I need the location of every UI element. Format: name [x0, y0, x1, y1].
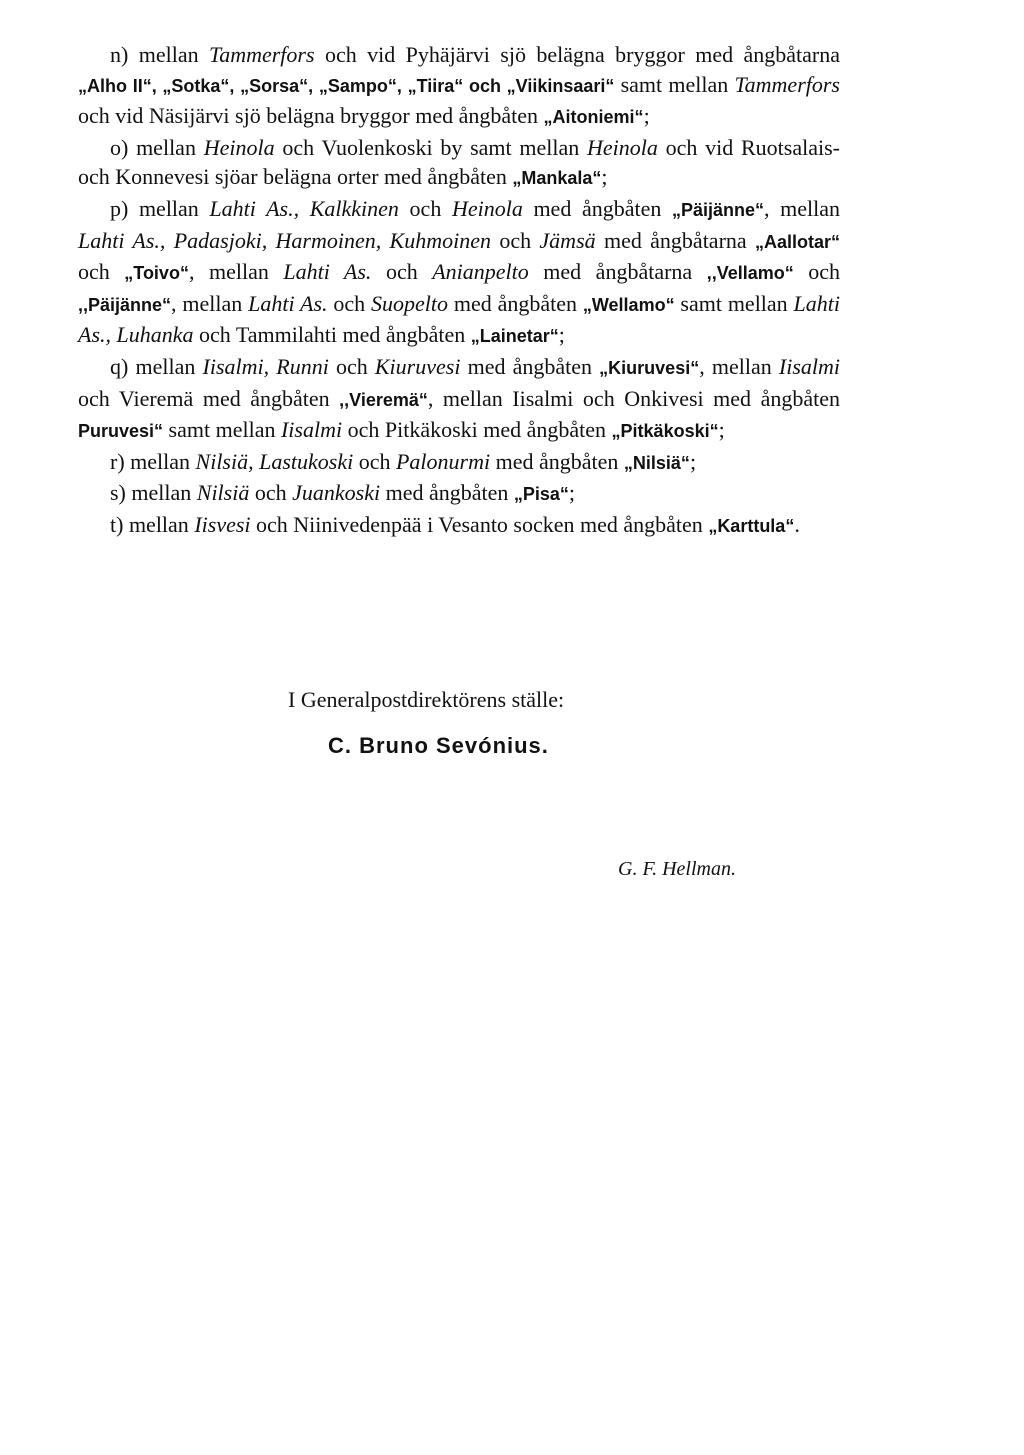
text-run: och vid Ruotsalais- och Konnevesi sjöar belägna orter med ångbåten — [78, 134, 841, 190]
text-run: och — [398, 195, 452, 221]
text-run: och — [249, 480, 293, 506]
place-name: Iisalmi — [280, 417, 343, 443]
text-run: q) mellan — [110, 353, 203, 379]
text-run: med ångbåtarna — [528, 259, 707, 285]
text-run: ; — [643, 103, 650, 129]
vessel-name: „Alho II“, „Sotka“, „Sorsa“, „Sampo“, „Tiira“ och „Viikinsaari“ — [78, 75, 615, 96]
item-q — [78, 352, 840, 447]
signature-intro: I Generalpostdirektörens ställe: — [288, 687, 565, 712]
place-name: Juankoski — [292, 480, 381, 506]
vessel-name: „Aitoniemi“ — [543, 107, 644, 128]
text-run: och Pitkäkoski med ångbåten — [342, 417, 612, 443]
vessel-name: Puruvesi“ — [78, 421, 164, 442]
vessel-name: „Toivo“ — [124, 263, 189, 284]
text-run: med ångbåtarna — [595, 227, 755, 253]
vessel-name: „Pisa“ — [513, 484, 569, 505]
text-run: ; — [558, 322, 565, 348]
text-run: med ångbåten — [448, 290, 583, 316]
vessel-name: „Lainetar“ — [470, 326, 559, 347]
place-name: Nilsiä — [196, 480, 250, 506]
text-run: , mellan — [764, 195, 840, 221]
text-run: o) mellan — [110, 134, 204, 160]
text-run: och — [353, 448, 396, 474]
vessel-name: „Aallotar“ — [754, 231, 841, 252]
place-name: Lahti As., Luhanka — [78, 290, 841, 348]
text-run: och Tammilahti med ångbåten — [193, 322, 471, 348]
place-name: Jämsä — [539, 227, 596, 253]
text-run: med ångbåten — [460, 353, 600, 379]
text-run: samt mellan — [674, 290, 794, 316]
text-run: och — [491, 227, 540, 253]
item-o — [78, 133, 840, 194]
place-name: Lahti As., Kalkkinen — [209, 195, 399, 221]
text-run: och — [793, 259, 841, 285]
place-name: Iisalmi, Runni — [202, 353, 329, 379]
text-run: och Vieremä med ångbåten — [78, 385, 340, 411]
signature-name: C. Bruno Sevónius. — [328, 733, 549, 758]
item-t — [78, 510, 840, 542]
place-name: Tammerfors — [208, 42, 315, 67]
place-name: Kiuruvesi — [374, 353, 461, 379]
text-run: med ångbåten — [490, 448, 624, 474]
item-s — [78, 478, 840, 510]
place-name: Lahti As. — [283, 259, 372, 285]
text-run: samt mellan — [163, 417, 281, 443]
place-name: Anianpelto — [432, 259, 529, 285]
countersignature: G. F. Hellman. — [618, 858, 736, 880]
document-body — [78, 40, 840, 542]
text-run: , mellan — [171, 290, 249, 316]
vessel-name: „Kiuruvesi“ — [599, 357, 700, 378]
text-run: ; — [601, 164, 608, 190]
text-run: med ångbåten — [380, 480, 514, 506]
place-name: Lahti As. — [248, 290, 328, 316]
place-name: Lahti As., Padasjoki, Harmoinen, Kuhmoinen — [78, 227, 491, 253]
item-r — [78, 447, 840, 479]
text-run: t) mellan — [110, 511, 195, 537]
vessel-name: ,,Vieremä“ — [339, 389, 428, 410]
vessel-name: „Wellamo“ — [582, 294, 675, 315]
text-run: , mellan Iisalmi och Onkivesi med ångbåten — [427, 385, 840, 411]
text-run: och — [328, 353, 375, 379]
vessel-name: „Päijänne“ — [671, 199, 764, 220]
text-run: n) mellan — [110, 42, 209, 67]
text-run: och — [327, 290, 372, 316]
place-name: Heinola — [587, 134, 658, 160]
text-run: och — [78, 259, 125, 285]
text-run: ; — [718, 417, 725, 443]
vessel-name: „Pitkäkoski“ — [611, 421, 719, 442]
vessel-name: ,,Päijänne“ — [78, 294, 172, 315]
text-run: med ångbåten — [522, 195, 672, 221]
text-run: , mellan — [699, 353, 779, 379]
place-name: Heinola — [451, 195, 523, 221]
text-run: ; — [568, 480, 576, 506]
item-p — [78, 194, 840, 352]
place-name: Iisalmi — [778, 353, 840, 379]
text-run: och — [371, 259, 433, 285]
vessel-name: „Mankala“ — [512, 168, 602, 189]
text-run: och vid Pyhäjärvi sjö belägna bryggor med ångbåtarna — [314, 42, 840, 67]
vessel-name: „Nilsiä“ — [623, 452, 690, 473]
text-run: p) mellan — [110, 195, 210, 221]
text-run: och Niinivedenpää i Vesanto socken med ångbåten — [250, 511, 709, 537]
text-run: r) mellan — [110, 448, 196, 474]
vessel-name: ,,Vellamo“ — [706, 263, 794, 284]
vessel-name: „Karttula“ — [708, 515, 795, 536]
text-run: och Vuolenkoski by samt mellan — [274, 134, 587, 160]
text-run: samt mellan — [614, 71, 735, 97]
place-name: Iisvesi — [194, 511, 251, 537]
text-run: och vid Näsijärvi sjö belägna bryggor med ångbåten — [78, 103, 544, 129]
place-name: Palonurmi — [395, 448, 491, 474]
text-run: s) mellan — [110, 480, 197, 506]
text-run: . — [794, 511, 800, 537]
place-name: Suopelto — [371, 290, 449, 316]
place-name: Tammerfors — [734, 71, 840, 97]
text-run: ; — [689, 448, 697, 474]
place-name: Nilsiä, Lastukoski — [195, 448, 354, 474]
item-n — [78, 40, 840, 133]
place-name: Heinola — [203, 134, 275, 160]
text-run: , mellan — [188, 259, 284, 285]
